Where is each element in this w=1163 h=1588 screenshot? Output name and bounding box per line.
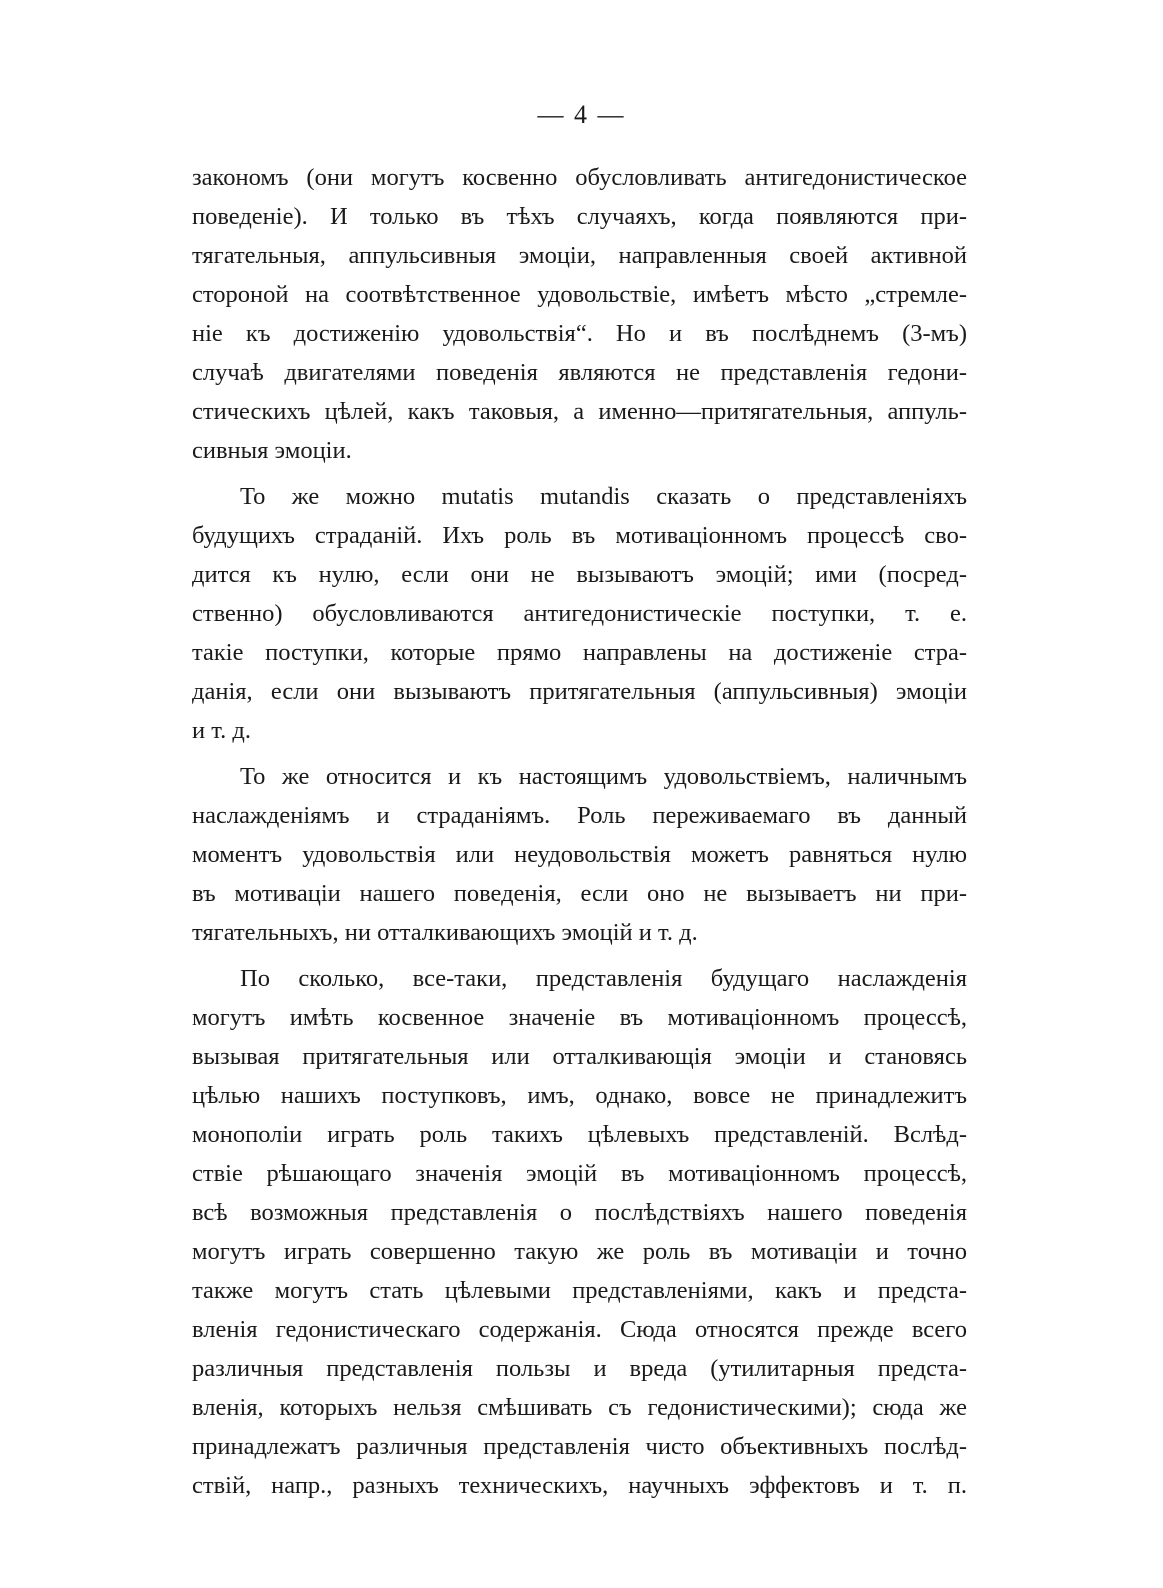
text-line: монополiи играть роль такихъ цѣлевыхъ представленiй. Вслѣд-	[192, 1121, 967, 1148]
text-line: случаѣ двигателями поведенiя являются не представленiя гедони-	[192, 359, 967, 386]
text-line: вленiя, которыхъ нельзя смѣшивать съ гедонистическими); сюда же	[192, 1394, 967, 1421]
text-line: могутъ играть совершенно такую же роль въ мотивацiи и точно	[192, 1238, 967, 1265]
text-line: сивныя эмоцiи.	[192, 437, 352, 464]
text-line: То же относится и къ настоящимъ удовольствiемъ, наличнымъ	[240, 763, 967, 790]
text-line: такiе поступки, которые прямо направлены на достиженiе стра-	[192, 639, 967, 666]
text-line: всѣ возможныя представленiя о послѣдствiяхъ нашего поведенiя	[192, 1199, 967, 1226]
text-line: тягательныхъ, ни отталкивающихъ эмоцiй и т. д.	[192, 919, 698, 946]
text-line: ствiй, напр., разныхъ техническихъ, научныхъ эффектовъ и т. п.	[192, 1472, 967, 1499]
text-line: тягательныя, аппульсивныя эмоцiи, направленныя своей активной	[192, 242, 967, 269]
text-line: принадлежатъ различныя представленiя чисто объективныхъ послѣд-	[192, 1433, 967, 1460]
text-line: данiя, если они вызываютъ притягательныя (аппульсивныя) эмоцiи	[192, 678, 967, 705]
text-line: То же можно mutatis mutandis сказать о представленiяхъ	[240, 483, 967, 510]
text-line: нiе къ достиженiю удовольствiя“. Но и въ послѣднемъ (3-мъ)	[192, 320, 967, 347]
text-line: ственно) обусловливаются антигедонистическiе поступки, т. е.	[192, 600, 967, 627]
text-line: По сколько, все-таки, представленiя будущаго наслажденiя	[240, 965, 967, 992]
page-number: — 4 —	[537, 100, 626, 129]
text-line: и т. д.	[192, 717, 251, 744]
text-line: стическихъ цѣлей, какъ таковыя, а именно—притягательныя, аппуль-	[192, 398, 967, 425]
text-line: поведенie). И только въ тѣхъ случаяхъ, когда появляются при-	[192, 203, 967, 230]
paragraph-1	[192, 158, 967, 470]
paragraph-3	[192, 757, 967, 952]
text-line: вызывая притягательныя или отталкивающiя эмоцiи и становясь	[192, 1043, 967, 1070]
text-line: вленiя гедонистическаго содержанiя. Сюда относятся прежде всего	[192, 1316, 967, 1343]
text-line: также могутъ стать цѣлевыми представленiями, какъ и предста-	[192, 1277, 967, 1304]
text-line: наслажденiямъ и страданiямъ. Роль переживаемаго въ данный	[192, 802, 967, 829]
paragraph-4	[192, 959, 967, 1505]
body-text	[192, 158, 967, 1512]
text-line: закономъ (они могутъ косвенно обусловливать антигедонистическое	[192, 164, 967, 191]
text-line: цѣлью нашихъ поступковъ, имъ, однако, вовсе не принадлежитъ	[192, 1082, 967, 1109]
paragraph-2	[192, 477, 967, 750]
text-line: могутъ имѣть косвенное значенiе въ мотивацiонномъ процессѣ,	[192, 1004, 967, 1031]
text-line: будущихъ страданiй. Ихъ роль въ мотивацiонномъ процессѣ сво-	[192, 522, 967, 549]
text-line: моментъ удовольствiя или неудовольствiя можетъ равняться нулю	[192, 841, 967, 868]
text-line: дится къ нулю, если они не вызываютъ эмоцiй; ими (посред-	[192, 561, 967, 588]
text-line: въ мотивацiи нашего поведенiя, если оно не вызываетъ ни при-	[192, 880, 967, 907]
text-line: ствiе рѣшающаго значенiя эмоцiй въ мотивацiонномъ процессѣ,	[192, 1160, 967, 1187]
text-line: стороной на соотвѣтственное удовольствiе, имѣетъ мѣсто „стремле-	[192, 281, 967, 308]
text-line: различныя представленiя пользы и вреда (утилитарныя предста-	[192, 1355, 967, 1382]
